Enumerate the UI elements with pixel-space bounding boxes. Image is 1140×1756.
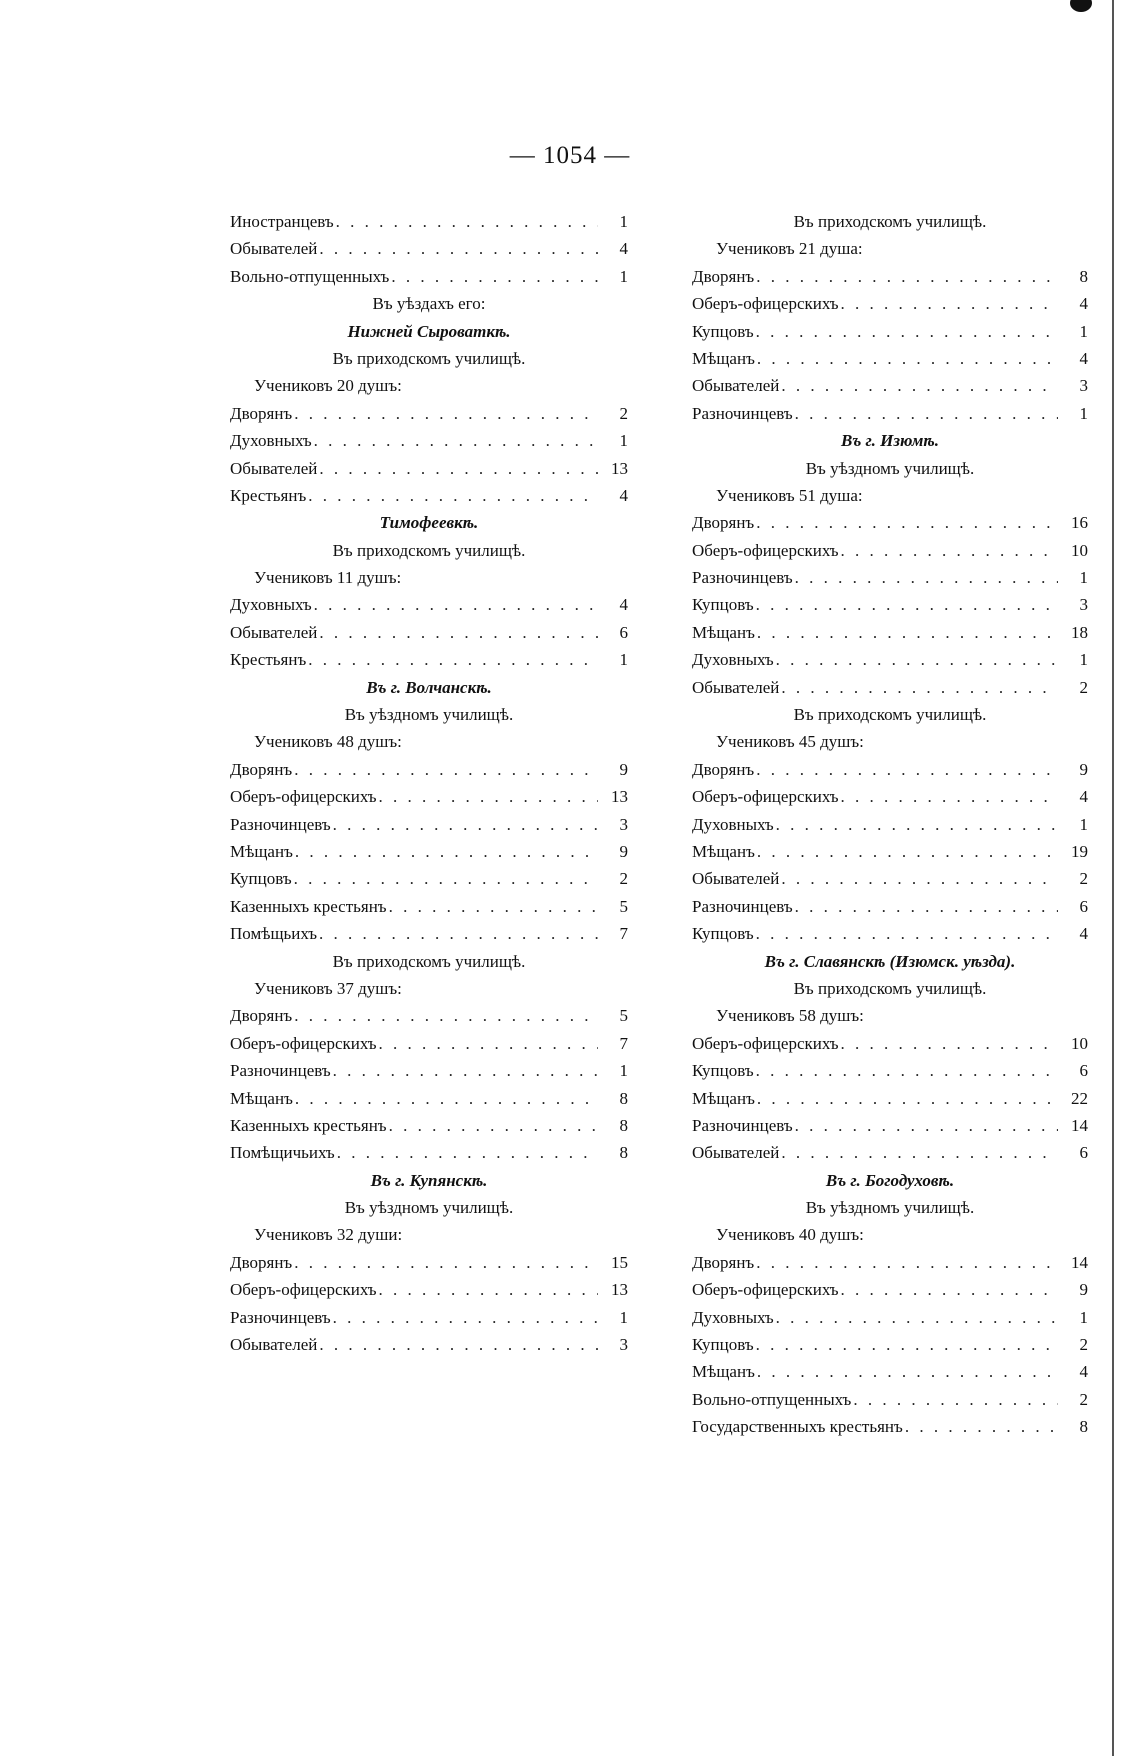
dot-leader — [757, 1085, 1058, 1112]
dot-leader — [841, 537, 1058, 564]
table-row — [692, 1112, 1088, 1139]
table-row — [692, 619, 1088, 646]
dot-leader — [295, 1085, 598, 1112]
table-row — [692, 674, 1088, 701]
student-count: Учениковъ 48 душъ: — [254, 732, 402, 752]
table-row — [692, 893, 1088, 920]
table-row — [230, 235, 628, 262]
row-value: 7 — [619, 924, 628, 944]
student-count: Учениковъ 11 душъ: — [254, 568, 402, 588]
row-value: 3 — [1079, 595, 1088, 615]
table-row — [230, 1030, 628, 1057]
row-value: 4 — [1079, 787, 1088, 807]
student-count: Учениковъ 20 душъ: — [254, 376, 402, 396]
table-row — [692, 372, 1088, 399]
row-value: 18 — [1071, 622, 1088, 642]
table-row — [692, 1331, 1088, 1358]
row-label: Духовныхъ — [230, 595, 312, 615]
row-label: Купцовъ — [230, 869, 292, 889]
table-row — [230, 646, 628, 673]
dot-leader — [781, 372, 1058, 399]
table-row — [230, 920, 628, 947]
row-value: 9 — [1079, 759, 1088, 779]
row-value: 1 — [1079, 814, 1088, 834]
row-label: Мѣщанъ — [692, 622, 755, 642]
table-row — [692, 290, 1088, 317]
table-row — [230, 482, 628, 509]
table-row — [692, 920, 1088, 947]
student-count: Учениковъ 40 душъ: — [716, 1225, 864, 1245]
row-label: Разночинцевъ — [692, 896, 793, 916]
row-value: 22 — [1071, 1088, 1088, 1108]
row-label: Мѣщанъ — [692, 348, 755, 368]
table-row — [230, 455, 628, 482]
table-row — [230, 208, 628, 235]
row-value: 3 — [619, 814, 628, 834]
dot-leader — [781, 1139, 1058, 1166]
row-value: 6 — [1079, 1143, 1088, 1163]
row-label: Обывателей — [230, 622, 318, 642]
row-value: 15 — [611, 1252, 628, 1272]
table-row — [230, 783, 628, 810]
row-label: Обывателей — [692, 677, 780, 697]
dot-leader — [308, 482, 598, 509]
place-heading: Тимофеевкѣ. — [379, 513, 479, 533]
dot-leader — [294, 1249, 598, 1276]
dot-leader — [379, 783, 598, 810]
row-label: Крестьянъ — [230, 485, 307, 505]
dot-leader — [781, 865, 1058, 892]
dot-leader — [295, 838, 598, 865]
row-label: Дворянъ — [692, 266, 755, 286]
row-label: Разночинцевъ — [692, 403, 793, 423]
row-value: 6 — [1079, 1061, 1088, 1081]
dot-leader — [776, 811, 1058, 838]
dot-leader — [333, 1057, 598, 1084]
dot-leader — [776, 1304, 1058, 1331]
row-value: 13 — [611, 787, 628, 807]
table-row — [692, 509, 1088, 536]
table-row — [230, 1002, 628, 1029]
row-value: 10 — [1071, 1033, 1088, 1053]
row-value: 2 — [619, 403, 628, 423]
table-row — [230, 591, 628, 618]
dot-leader — [756, 1331, 1058, 1358]
dot-leader — [841, 1276, 1058, 1303]
dot-leader — [389, 1112, 598, 1139]
row-value: 14 — [1071, 1252, 1088, 1272]
section-heading: Въ приходскомъ училищѣ. — [332, 348, 526, 368]
table-row — [230, 1304, 628, 1331]
student-count: Учениковъ 21 душа: — [716, 239, 863, 259]
table-row — [692, 345, 1088, 372]
dot-leader — [756, 1249, 1058, 1276]
place-heading: Въ г. Славянскѣ (Изюмск. уѣзда). — [764, 951, 1016, 971]
row-value: 16 — [1071, 513, 1088, 533]
row-value: 5 — [619, 1006, 628, 1026]
dot-leader — [294, 400, 598, 427]
section-heading: Въ приходскомъ училищѣ. — [793, 212, 987, 231]
row-value: 1 — [1079, 650, 1088, 670]
row-label: Казенныхъ крестьянъ — [230, 896, 387, 916]
dot-leader — [319, 619, 598, 646]
row-label: Мѣщанъ — [692, 1088, 755, 1108]
dot-leader — [314, 427, 598, 454]
table-row — [230, 1139, 628, 1166]
row-value: 2 — [1079, 677, 1088, 697]
row-label: Купцовъ — [692, 595, 754, 615]
row-label: Мѣщанъ — [230, 1088, 293, 1108]
row-value: 10 — [1071, 540, 1088, 560]
row-value: 4 — [1079, 924, 1088, 944]
dot-leader — [757, 838, 1058, 865]
dot-leader — [333, 1304, 598, 1331]
row-label: Дворянъ — [692, 513, 755, 533]
dot-leader — [314, 591, 598, 618]
row-value: 1 — [1079, 403, 1088, 423]
dot-leader — [757, 1358, 1058, 1385]
table-row — [692, 1386, 1088, 1413]
table-row — [692, 400, 1088, 427]
table-row — [692, 783, 1088, 810]
row-value: 4 — [1079, 294, 1088, 314]
row-value: 1 — [619, 212, 628, 231]
row-value: 8 — [1079, 266, 1088, 286]
row-label: Разночинцевъ — [692, 568, 793, 588]
dot-leader — [294, 1002, 598, 1029]
dot-leader — [756, 263, 1058, 290]
table-row — [230, 427, 628, 454]
section-heading: Въ уѣздахъ его: — [372, 294, 486, 314]
table-row — [692, 1249, 1088, 1276]
dot-leader — [795, 893, 1058, 920]
place-heading: Въ г. Изюмѣ. — [841, 431, 939, 451]
dot-leader — [841, 1030, 1058, 1057]
dot-leader — [333, 811, 598, 838]
table-row — [692, 646, 1088, 673]
student-count: Учениковъ 58 душъ: — [716, 1006, 864, 1026]
row-value: 19 — [1071, 841, 1088, 861]
dot-leader — [379, 1030, 598, 1057]
table-row — [230, 1057, 628, 1084]
table-row — [692, 756, 1088, 783]
row-label: Крестьянъ — [230, 650, 307, 670]
row-value: 8 — [1079, 1417, 1088, 1437]
table-row — [692, 591, 1088, 618]
row-value: 1 — [1079, 568, 1088, 588]
dot-leader — [756, 920, 1058, 947]
right-column — [692, 208, 1088, 1441]
dot-leader — [795, 564, 1058, 591]
row-label: Обывателей — [230, 239, 318, 259]
table-row — [692, 1304, 1088, 1331]
row-label: Обывателей — [230, 458, 318, 478]
row-value: 1 — [619, 650, 628, 670]
row-value: 3 — [1079, 376, 1088, 396]
table-row — [692, 1276, 1088, 1303]
dot-leader — [756, 756, 1058, 783]
row-value: 2 — [619, 869, 628, 889]
row-value: 4 — [619, 485, 628, 505]
dot-leader — [841, 783, 1058, 810]
dot-leader — [795, 1112, 1058, 1139]
row-label: Купцовъ — [692, 1061, 754, 1081]
row-label: Вольно-отпущенныхъ — [230, 266, 390, 286]
row-value: 7 — [619, 1033, 628, 1053]
row-value: 5 — [619, 896, 628, 916]
row-label: Купцовъ — [692, 321, 754, 341]
row-label: Дворянъ — [230, 759, 293, 779]
student-count: Учениковъ 32 души: — [254, 1225, 403, 1245]
row-label: Дворянъ — [230, 1006, 293, 1026]
row-label: Вольно-отпущенныхъ — [692, 1389, 852, 1409]
dot-leader — [757, 619, 1058, 646]
table-row — [230, 1085, 628, 1112]
table-row — [692, 564, 1088, 591]
row-label: Дворянъ — [692, 1252, 755, 1272]
row-value: 8 — [619, 1088, 628, 1108]
row-label: Мѣщанъ — [692, 841, 755, 861]
row-label: Обывателей — [692, 376, 780, 396]
section-heading: Въ уѣздномъ училищѣ. — [344, 1198, 514, 1218]
row-label: Разночинцевъ — [230, 1061, 331, 1081]
dot-leader — [841, 290, 1058, 317]
row-value: 2 — [1079, 1389, 1088, 1409]
page-edge-rule — [1112, 0, 1114, 1756]
row-label: Оберъ-офицерскихъ — [230, 787, 377, 807]
row-label: Оберъ-офицерскихъ — [692, 787, 839, 807]
row-value: 8 — [619, 1143, 628, 1163]
table-row — [230, 400, 628, 427]
dot-leader — [756, 1057, 1058, 1084]
table-row — [230, 756, 628, 783]
row-value: 1 — [1079, 1307, 1088, 1327]
dot-leader — [294, 865, 598, 892]
place-heading: Въ г. Богодуховѣ. — [825, 1170, 955, 1190]
row-value: 13 — [611, 1280, 628, 1300]
dot-leader — [391, 263, 598, 290]
dot-leader — [319, 235, 598, 262]
table-row — [692, 1413, 1088, 1440]
row-value: 4 — [619, 595, 628, 615]
row-label: Казенныхъ крестьянъ — [230, 1115, 387, 1135]
row-label: Помѣщичьихъ — [230, 1143, 335, 1163]
row-label: Оберъ-офицерскихъ — [230, 1033, 377, 1053]
page-number: — 1054 — — [509, 142, 631, 169]
row-value: 4 — [1079, 348, 1088, 368]
row-value: 9 — [619, 841, 628, 861]
table-row — [692, 1358, 1088, 1385]
student-count: Учениковъ 51 душа: — [716, 485, 863, 505]
row-value: 3 — [619, 1335, 628, 1355]
dot-leader — [389, 893, 598, 920]
row-value: 8 — [619, 1115, 628, 1135]
table-row — [230, 865, 628, 892]
row-value: 2 — [1079, 1335, 1088, 1355]
dot-leader — [905, 1413, 1058, 1440]
row-label: Оберъ-офицерскихъ — [692, 540, 839, 560]
dot-leader — [781, 674, 1058, 701]
table-row — [230, 1249, 628, 1276]
place-heading: Нижней Сыроваткѣ. — [347, 321, 511, 341]
section-heading: Въ приходскомъ училищѣ. — [332, 951, 526, 971]
row-value: 4 — [1079, 1362, 1088, 1382]
place-heading: Въ г. Купянскѣ. — [370, 1170, 488, 1190]
section-heading: Въ приходскомъ училищѣ. — [793, 978, 987, 998]
student-count: Учениковъ 45 душъ: — [716, 732, 864, 752]
table-row — [692, 537, 1088, 564]
row-label: Оберъ-офицерскихъ — [692, 1033, 839, 1053]
section-heading: Въ приходскомъ училищѣ. — [332, 540, 526, 560]
table-row — [230, 1112, 628, 1139]
dot-leader — [756, 591, 1058, 618]
table-row — [692, 1085, 1088, 1112]
row-label: Духовныхъ — [692, 650, 774, 670]
row-label: Обывателей — [692, 869, 780, 889]
table-row — [230, 1331, 628, 1358]
row-value: 1 — [619, 431, 628, 451]
dot-leader — [756, 318, 1058, 345]
row-label: Разночинцевъ — [230, 814, 331, 834]
dot-leader — [337, 1139, 598, 1166]
row-value: 2 — [1079, 869, 1088, 889]
dot-leader — [795, 400, 1058, 427]
row-label: Помѣщьихъ — [230, 924, 318, 944]
row-label: Дворянъ — [230, 1252, 293, 1272]
table-row — [692, 1057, 1088, 1084]
dot-leader — [757, 345, 1058, 372]
row-value: 1 — [619, 266, 628, 286]
dot-leader — [379, 1276, 598, 1303]
student-count: Учениковъ 37 душъ: — [254, 978, 402, 998]
row-value: 9 — [619, 759, 628, 779]
row-label: Оберъ-офицерскихъ — [692, 1280, 839, 1300]
table-row — [692, 811, 1088, 838]
row-label: Дворянъ — [692, 759, 755, 779]
table-row — [230, 838, 628, 865]
table-row — [230, 893, 628, 920]
row-label: Мѣщанъ — [230, 841, 293, 861]
row-label: Оберъ-офицерскихъ — [692, 294, 839, 314]
place-heading: Въ г. Волчанскѣ. — [366, 677, 492, 697]
section-heading: Въ уѣздномъ училищѣ. — [805, 458, 975, 478]
section-heading: Въ приходскомъ училищѣ. — [793, 705, 987, 725]
dot-leader — [308, 646, 598, 673]
row-label: Купцовъ — [692, 1335, 754, 1355]
section-heading: Въ уѣздномъ училищѣ. — [344, 705, 514, 725]
row-value: 6 — [1079, 896, 1088, 916]
row-label: Духовныхъ — [692, 1307, 774, 1327]
row-value: 4 — [619, 239, 628, 259]
table-row — [692, 865, 1088, 892]
row-label: Разночинцевъ — [230, 1307, 331, 1327]
row-label: Иностранцевъ — [230, 212, 334, 231]
row-value: 1 — [1079, 321, 1088, 341]
row-label: Разночинцевъ — [692, 1115, 793, 1135]
row-value: 14 — [1071, 1115, 1088, 1135]
table-row — [692, 838, 1088, 865]
row-label: Государственныхъ крестьянъ — [692, 1417, 903, 1437]
row-value: 13 — [611, 458, 628, 478]
row-value: 9 — [1079, 1280, 1088, 1300]
row-value: 1 — [619, 1307, 628, 1327]
row-label: Мѣщанъ — [692, 1362, 755, 1382]
table-row — [692, 1030, 1088, 1057]
table-row — [692, 263, 1088, 290]
section-heading: Въ уѣздномъ училищѣ. — [805, 1198, 975, 1218]
row-value: 1 — [619, 1061, 628, 1081]
row-label: Духовныхъ — [692, 814, 774, 834]
dot-leader — [319, 1331, 598, 1358]
dot-leader — [756, 509, 1058, 536]
row-label: Обывателей — [230, 1335, 318, 1355]
dot-leader — [319, 920, 598, 947]
row-label: Обывателей — [692, 1143, 780, 1163]
ink-blot — [1070, 0, 1092, 12]
table-row — [692, 1139, 1088, 1166]
table-row — [692, 318, 1088, 345]
table-row — [230, 263, 628, 290]
dot-leader — [336, 208, 598, 235]
row-label: Дворянъ — [230, 403, 293, 423]
dot-leader — [319, 455, 598, 482]
table-row — [230, 619, 628, 646]
table-row — [230, 811, 628, 838]
row-label: Купцовъ — [692, 924, 754, 944]
dot-leader — [776, 646, 1058, 673]
dot-leader — [853, 1386, 1058, 1413]
row-label: Оберъ-офицерскихъ — [230, 1280, 377, 1300]
dot-leader — [294, 756, 598, 783]
left-column — [230, 208, 628, 1358]
row-value: 6 — [619, 622, 628, 642]
row-label: Духовныхъ — [230, 431, 312, 451]
table-row — [230, 1276, 628, 1303]
